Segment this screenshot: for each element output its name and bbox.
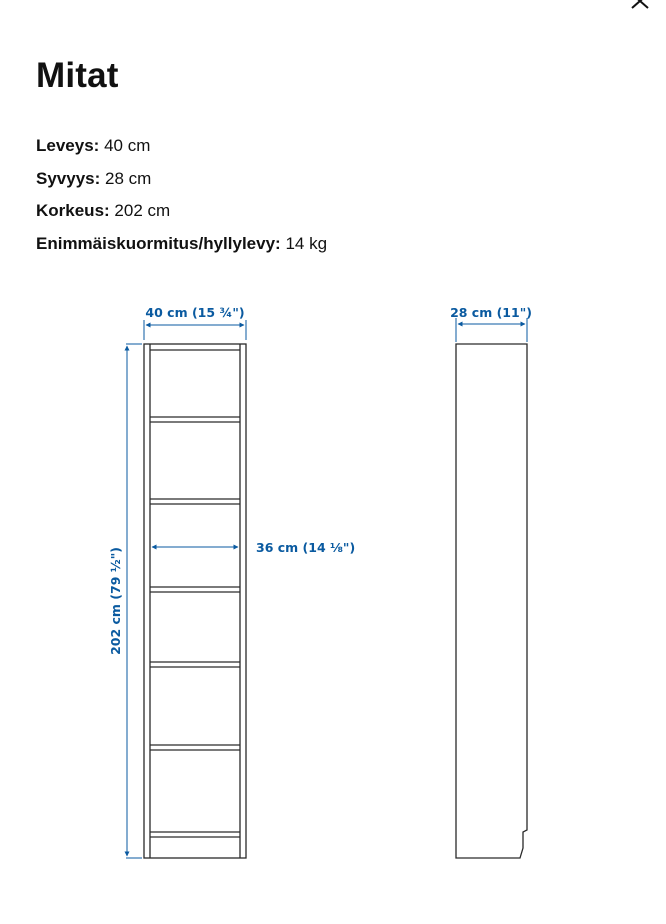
page-title: Mitat bbox=[36, 56, 119, 95]
bookcase-frame bbox=[144, 344, 246, 858]
depth-label: 28 cm (11") bbox=[450, 305, 532, 320]
spec-value: 40 cm bbox=[104, 136, 151, 155]
spec-width bbox=[36, 130, 327, 163]
inner-width-label: 36 cm (14 ⅛") bbox=[256, 540, 356, 555]
close-button[interactable] bbox=[628, 0, 652, 14]
dimension-drawing bbox=[90, 290, 560, 880]
spec-label: Enimmäiskuormitus/hyllylevy: bbox=[36, 233, 281, 253]
width-label: 40 cm (15 ¾") bbox=[145, 305, 245, 320]
width-dimension bbox=[144, 305, 246, 340]
spec-max-load bbox=[36, 228, 327, 261]
spec-value: 202 cm bbox=[114, 201, 171, 220]
spec-height bbox=[36, 195, 327, 228]
close-icon bbox=[628, 0, 652, 14]
spec-value: 14 kg bbox=[285, 233, 328, 253]
spec-depth bbox=[36, 163, 327, 196]
spec-value: 28 cm bbox=[105, 168, 152, 188]
shelves bbox=[150, 417, 240, 837]
dimension-list bbox=[36, 130, 327, 260]
inner-width-dimension bbox=[152, 540, 355, 555]
height-dimension bbox=[108, 344, 142, 858]
spec-label: Syvyys: bbox=[36, 168, 101, 188]
height-label: 202 cm (79 ½") bbox=[108, 547, 123, 655]
front-view bbox=[144, 344, 246, 858]
side-view bbox=[450, 305, 532, 858]
spec-label: Leveys: bbox=[36, 136, 100, 155]
spec-label: Korkeus: bbox=[36, 201, 110, 220]
